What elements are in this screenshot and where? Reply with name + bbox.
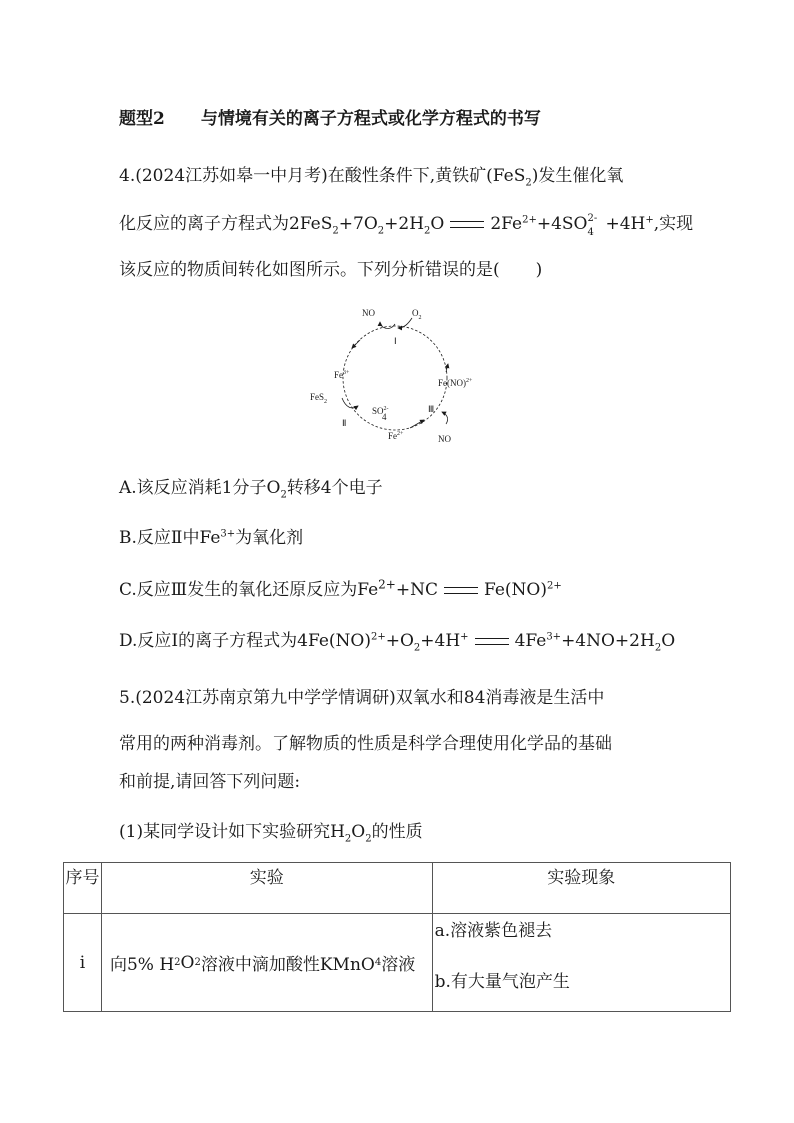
option-d-sub2: 2: [654, 642, 662, 654]
diagram-so4-sup: 2-: [383, 406, 389, 412]
diagram-o2-sub: 2: [418, 315, 422, 321]
q5-sub1-sub1: 2: [344, 833, 352, 845]
q4-eq-sup3: +: [645, 214, 654, 226]
section-heading: [119, 104, 541, 129]
table-header-row: [64, 863, 731, 914]
diagram-o2: [412, 308, 422, 321]
diagram-fe3: [334, 370, 350, 380]
q4-eq-e: 2Fe: [490, 214, 523, 234]
diagram-feno-text: Fe(NO): [438, 378, 466, 388]
option-c: [119, 577, 562, 600]
equilibrium-sign-icon: [450, 221, 484, 228]
option-d: [119, 631, 676, 654]
row-phenomenon-a: a.溶液紫色褪去: [434, 921, 553, 941]
q5-line1: [119, 688, 604, 708]
option-b-sup: 3+: [220, 528, 236, 540]
option-d-f: O: [661, 631, 676, 651]
header-index: 序号: [64, 863, 102, 914]
no-input-arrow-icon: [442, 412, 448, 424]
q5-source: (2024江苏南京第九中学学情调研): [135, 688, 396, 708]
diagram-so4-sub: 4: [382, 412, 387, 422]
diagram-fe2-text: Fe: [388, 431, 397, 441]
diagram-no-top: NO: [362, 308, 375, 318]
diagram-stage2: Ⅱ: [342, 418, 347, 428]
section-label: 题型2: [119, 109, 165, 129]
header-phenomenon: 实验现象: [432, 863, 730, 914]
option-a-sub: 2: [280, 489, 287, 501]
option-d-text: D.反应Ⅰ的离子方程式为4Fe(NO): [119, 631, 371, 651]
option-d-sub1: 2: [413, 642, 421, 654]
q5-sub1-b: O: [351, 822, 366, 842]
q4-eq-sup1: 2+: [522, 214, 537, 226]
q5-line3: 和前提,请回答下列问题:: [119, 772, 301, 792]
q5-sub1-c: 的性质: [371, 822, 423, 842]
option-a-tail: 转移4个电子: [286, 478, 383, 498]
q4-line3-close: ): [535, 260, 543, 280]
option-b: [119, 528, 303, 548]
q5-line1-text: 双氧水和84消毒液是生活中: [395, 688, 605, 708]
diagram-fes2-sub: 2: [324, 399, 328, 405]
option-d-sup2: +: [460, 631, 469, 643]
cycle-arrow-2-icon: [410, 420, 424, 428]
q5-sub1-sub2: 2: [365, 833, 372, 845]
diagram-fe3-sup: 3+: [343, 370, 350, 376]
diagram-fes2: [310, 392, 327, 405]
cycle-diagram: [300, 300, 500, 450]
fes2-input-arrow-icon: [342, 398, 358, 408]
q4-eq-sub3: 2: [424, 225, 431, 237]
q5-number: 5.: [119, 688, 136, 708]
experiment-table: [63, 862, 731, 1012]
diagram-o2-text: O: [412, 308, 419, 318]
option-c-mid: +NC: [395, 580, 438, 600]
q4-line1: [119, 166, 624, 189]
q4-eq-g: +4H: [605, 214, 646, 234]
q4-line2: 化反应的离子方程式为$2FeS_2+7O_2+2H_2O$ $2Fe^{2+}+4SO$ 2- 4 +4H+,实现: [119, 213, 694, 238]
q4-eq-d: O: [430, 214, 445, 234]
diagram-fes2-text: FeS: [310, 392, 325, 402]
option-c-sup: 2+: [378, 577, 396, 592]
equilibrium-sign-icon: [475, 638, 509, 645]
row-phenomenon-b: b.有大量气泡产生: [434, 972, 570, 992]
option-a-text: A.该反应消耗1分子O: [119, 478, 281, 498]
row-experiment-cell: [101, 914, 432, 1012]
table-row: [64, 914, 731, 1012]
q4-eq-h: ,实现: [653, 214, 694, 234]
q4-source: (2024江苏如皋一中月考): [135, 166, 328, 186]
header-experiment: 实验: [101, 863, 432, 914]
q4-line1-text: 在酸性条件下,黄铁矿(FeS: [327, 166, 526, 186]
diagram-no-bottom: NO: [438, 434, 451, 444]
diagram-fe2: [388, 431, 404, 441]
cycle-arrow-1-icon: [352, 340, 360, 348]
q5-sub1: [119, 822, 423, 845]
diagram-feno-sup: 2+: [466, 378, 473, 384]
diagram-fe3-text: Fe: [334, 370, 343, 380]
row-exp-b: O: [180, 952, 195, 973]
q5-sub1-a: (1)某同学设计如下实验研究H: [119, 822, 345, 842]
row-phenomenon-cell: [432, 914, 730, 1012]
option-c-sup2: 2+: [546, 580, 562, 592]
q4-eq-f: +4SO: [536, 214, 588, 234]
option-b-text: B.反应Ⅱ中Fe: [119, 528, 221, 548]
row-experiment: 向5% H 2 O 2 溶液中滴加酸性KMnO 4 溶液: [102, 914, 432, 1011]
q5-line2: 常用的两种消毒剂。了解物质的性质是科学合理使用化学品的基础: [119, 734, 612, 754]
section-title: 与情境有关的离子方程式或化学方程式的书写: [200, 109, 541, 129]
equilibrium-sign-icon: [444, 587, 478, 594]
option-c-text: C.反应Ⅲ发生的氧化还原反应为Fe: [119, 580, 379, 600]
option-d-sup3: 3+: [546, 631, 562, 643]
option-c-right: Fe(NO): [483, 580, 547, 600]
q4-eq-c: +2H: [384, 214, 425, 234]
q4-eq-a: 化反应的离子方程式为2FeS: [119, 214, 333, 234]
option-a: [119, 478, 383, 501]
q4-eq-sub2: 2: [377, 225, 385, 237]
q4-line1-sub: 2: [525, 177, 532, 189]
q4-line3-text: 该反应的物质间转化如图所示。下列分析错误的是(: [119, 260, 500, 280]
option-d-sup1: 2+: [370, 631, 386, 643]
option-d-c: +4H: [420, 631, 461, 651]
row-exp-c: 溶液中滴加酸性KMnO: [200, 955, 375, 975]
row-exp-a: 向5% H: [109, 955, 175, 975]
row-index: i: [79, 952, 86, 973]
diagram-stage1: Ⅰ: [394, 336, 397, 346]
row-exp-d: 溶液: [381, 955, 416, 975]
option-d-e: +4NO+2H: [561, 631, 655, 651]
option-b-tail: 为氧化剂: [235, 528, 304, 548]
diagram-feno: [438, 378, 473, 388]
diagram-stage3: Ⅲ: [428, 404, 435, 414]
q4-line1-tail: )发生催化氧: [531, 166, 624, 186]
option-d-right: 4Fe: [514, 631, 547, 651]
q4-line3: [119, 260, 542, 280]
q4-eq-b: +7O: [338, 214, 378, 234]
diagram-fe2-sup: 2+: [397, 431, 404, 437]
q4-number: 4.: [119, 166, 136, 186]
q4-eq-sub1: 2: [332, 225, 339, 237]
row-index-cell: [64, 914, 102, 1012]
diagram-so4-text: SO: [372, 406, 384, 416]
option-d-b: +O: [385, 631, 414, 651]
